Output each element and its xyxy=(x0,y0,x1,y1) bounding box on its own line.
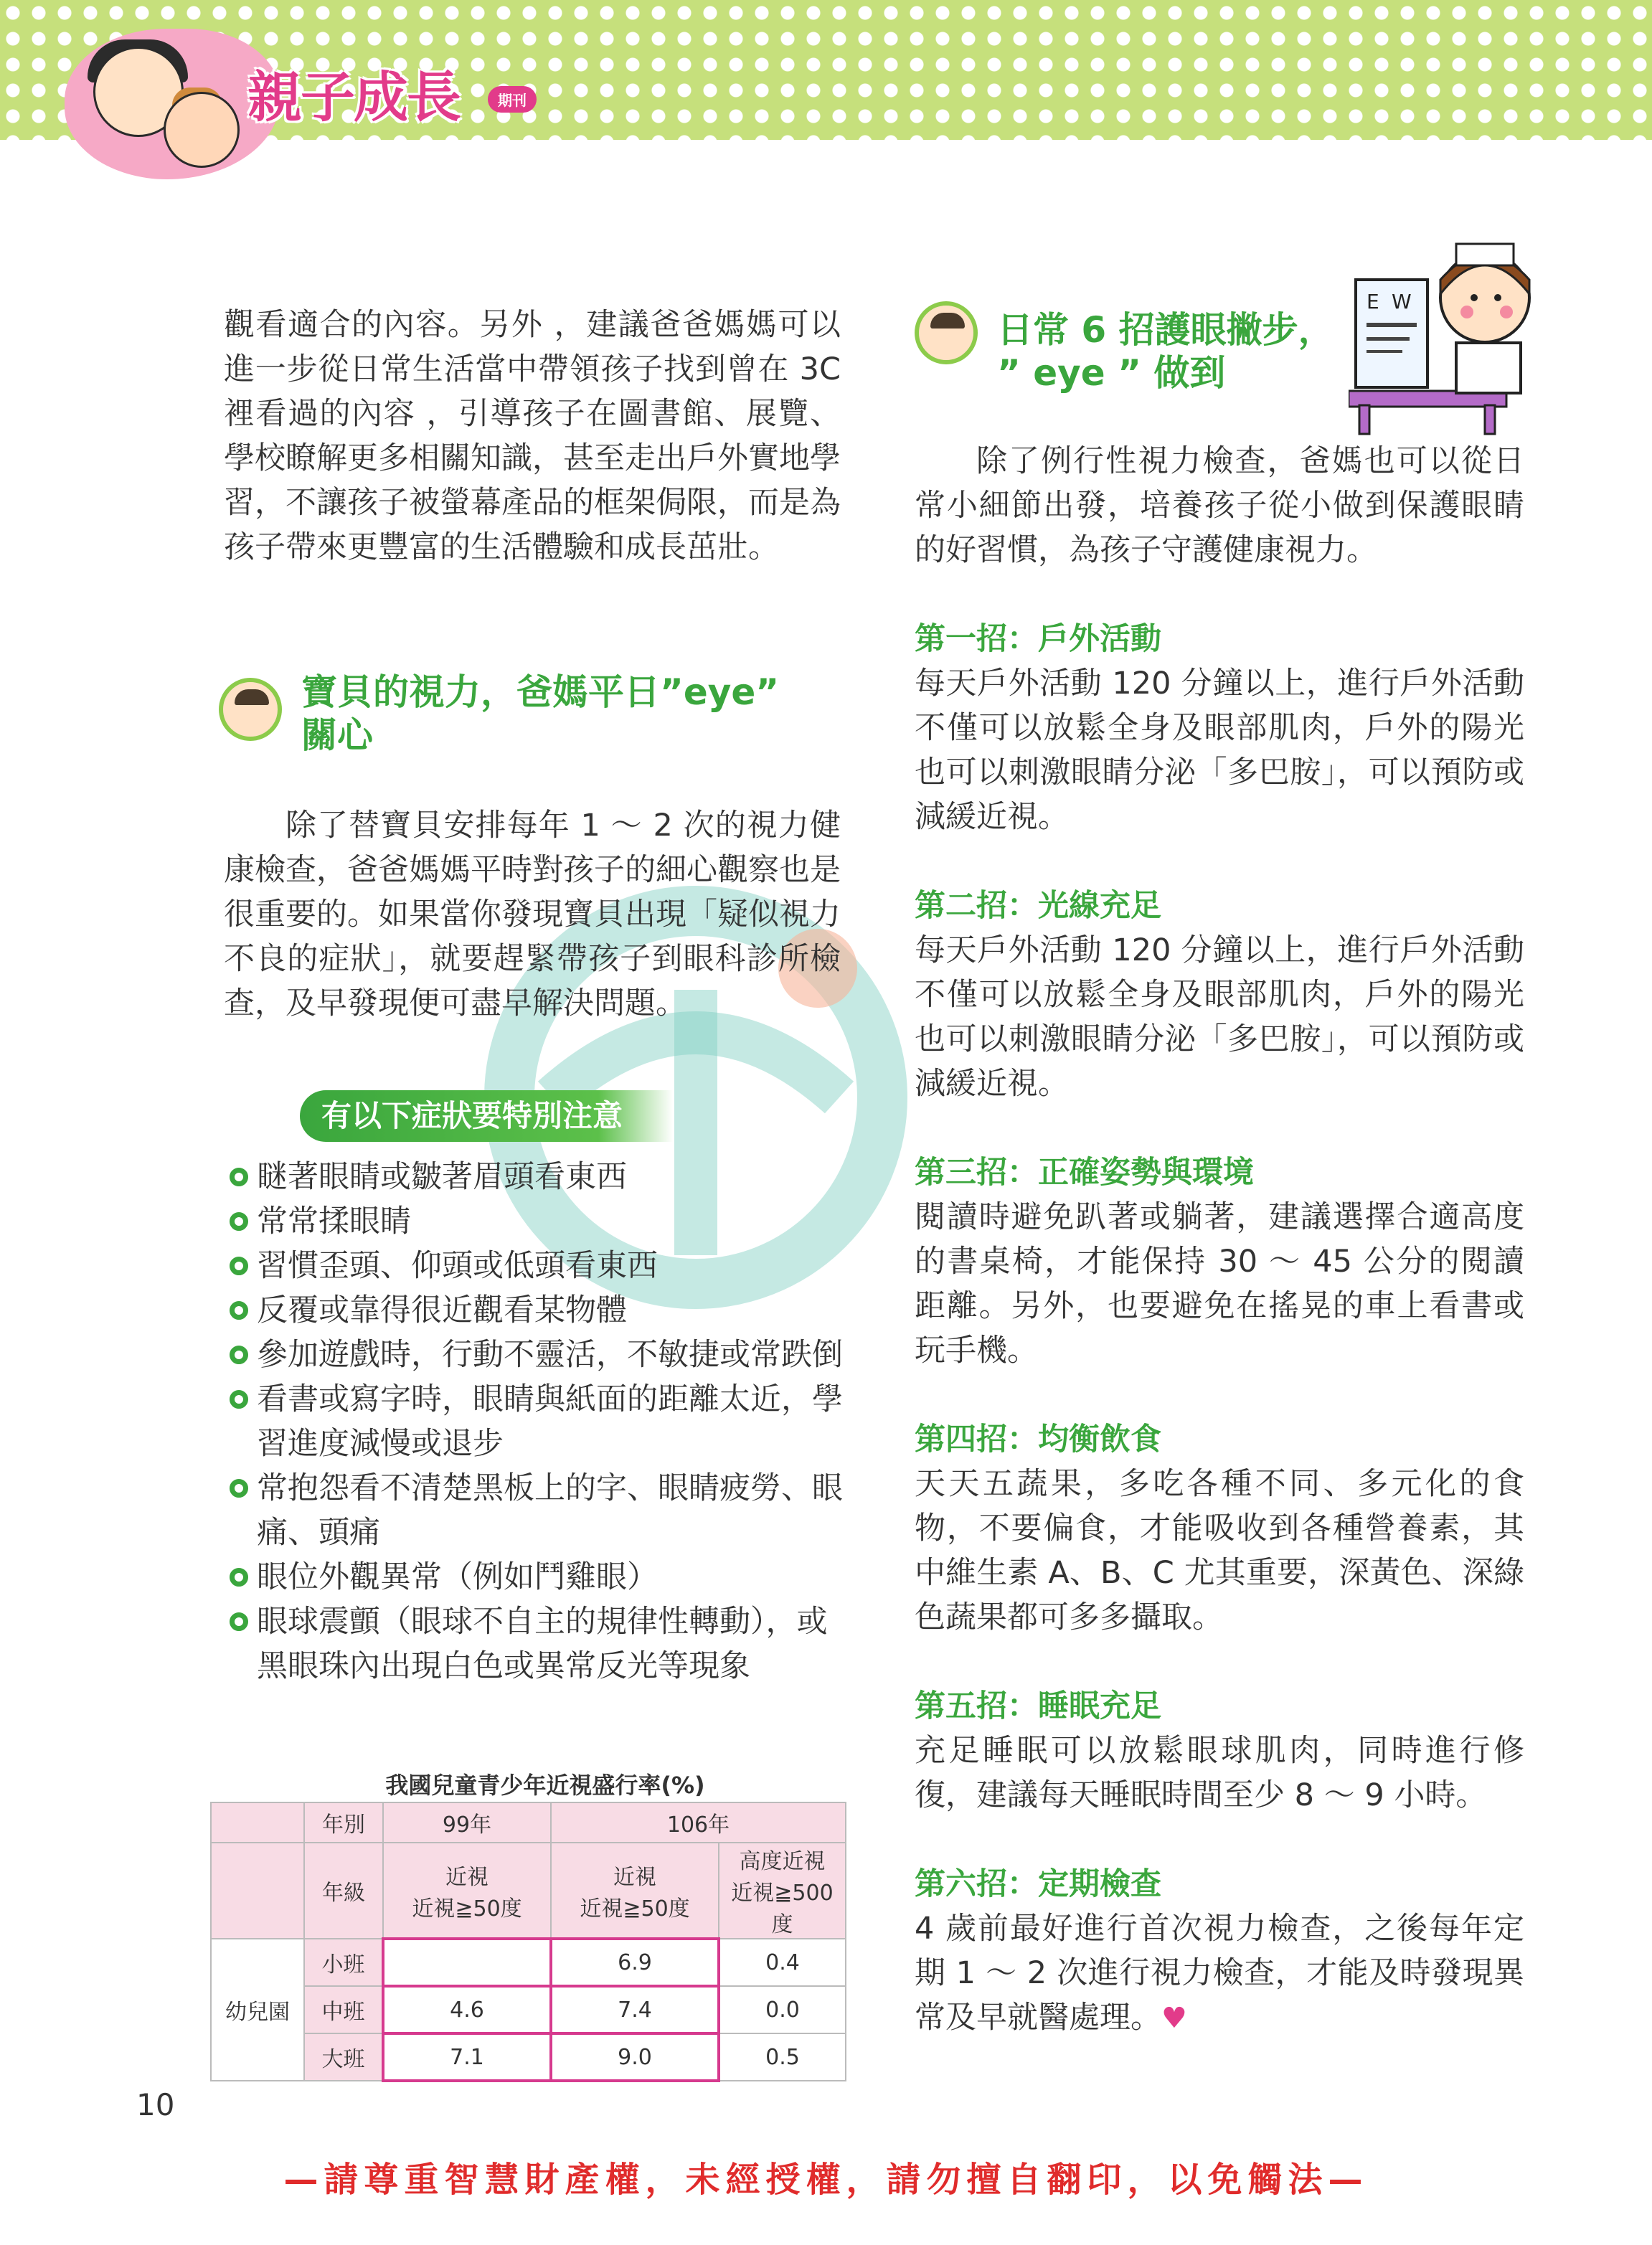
table-cell: 0.4 xyxy=(719,1939,846,1986)
left-section-body xyxy=(224,803,841,1026)
table-cell xyxy=(383,1843,551,1939)
tip-heading: 第一招：戶外活動 xyxy=(915,621,1161,657)
tip-heading: 第三招：正確姿勢與環境 xyxy=(915,1155,1254,1191)
section-title-line-2: 關心 xyxy=(301,714,373,756)
tip-heading: 第六招：定期檢查 xyxy=(915,1866,1161,1902)
table-cell: 中班 xyxy=(304,1986,383,2033)
table-cell xyxy=(211,1802,304,1843)
bullet-icon xyxy=(230,1212,248,1231)
header-label: 近視 xyxy=(613,1864,656,1890)
table-cell: 7.4 xyxy=(551,1986,719,2033)
table-row xyxy=(211,1843,846,1939)
list-item xyxy=(230,1199,846,1244)
tip-block xyxy=(915,1417,1524,1640)
table-cell: 6.9 xyxy=(551,1939,719,1986)
symptom-text: 反覆或靠得很近觀看某物體 xyxy=(257,1292,627,1328)
header-label: 高度近視 xyxy=(739,1849,826,1874)
bullet-icon xyxy=(230,1390,248,1409)
list-item xyxy=(230,1555,846,1599)
tip-body: 閱讀時避免趴著或躺著，建議選擇合適高度的書桌椅，才能保持 30 ～ 45 公分的閱讀距離。另外，也要避免在搖晃的車上看書或玩手機。 xyxy=(915,1199,1524,1369)
table-cell xyxy=(551,1843,719,1939)
table-cell: 99年 xyxy=(383,1802,551,1843)
myopia-table xyxy=(210,1802,846,2082)
table-cell: 0.0 xyxy=(719,1986,846,2033)
magazine-logo-title: 親子成長 xyxy=(247,65,460,129)
header-sublabel: 近視≧50度 xyxy=(412,1896,522,1922)
bullet-icon xyxy=(230,1568,248,1587)
section-title-baby-vision xyxy=(301,671,846,757)
list-item xyxy=(230,1466,846,1555)
tip-body: 每天戶外活動 120 分鐘以上，進行戶外活動不僅可以放鬆全身及眼部肌肉，戶外的陽光也可以刺激眼睛分泌「多巴胺」，可以預防或減緩近視。 xyxy=(915,666,1524,835)
header-label: 近視 xyxy=(445,1864,488,1890)
kid-face-icon xyxy=(915,301,978,364)
tip-heading: 第二招：光線充足 xyxy=(915,888,1161,924)
section-title-line-1: 寶貝的視力，爸媽平日”eye” xyxy=(301,671,780,713)
list-item xyxy=(230,1244,846,1288)
kid-face-icon xyxy=(219,678,282,741)
table-cell xyxy=(383,1939,551,1986)
bullet-icon xyxy=(230,1257,248,1275)
magazine-logo-badge: 期刊 xyxy=(488,86,537,113)
tip-body xyxy=(915,1906,1524,2041)
symptom-text: 瞇著眼睛或皺著眉頭看東西 xyxy=(257,1159,627,1195)
logo-child-face-icon xyxy=(164,92,240,168)
six-tips-paragraph: 除了例行性視力檢查，爸媽也可以從日常小細節出發，培養孩子從小做到保護眼睛的好習慣，為孩子守護健康視力。 xyxy=(915,443,1524,568)
table-row xyxy=(211,1802,846,1843)
left-intro xyxy=(224,303,841,569)
list-item xyxy=(230,1599,846,1688)
table-cell xyxy=(211,1843,304,1939)
header-sublabel: 近視≧500度 xyxy=(731,1881,834,1937)
table-cell: 0.5 xyxy=(719,2033,846,2081)
list-item xyxy=(230,1377,846,1466)
symptom-list xyxy=(230,1155,846,1688)
symptom-text: 看書或寫字時，眼睛與紙面的距離太近，學習進度減慢或退步 xyxy=(257,1381,843,1462)
table-cell: 小班 xyxy=(304,1939,383,1986)
right-intro xyxy=(915,439,1524,2041)
tip-body-text: 4 歲前最好進行首次視力檢查，之後每年定期 1 ～ 2 次進行視力檢查，才能及時發現異常及早就醫處理。 xyxy=(915,1911,1524,2036)
symptom-text: 習慣歪頭、仰頭或低頭看東西 xyxy=(257,1248,658,1284)
tip-heading: 第五招：睡眠充足 xyxy=(915,1688,1161,1724)
symptoms-badge: 有以下症狀要特別注意 xyxy=(300,1090,673,1142)
table-cell: 年級 xyxy=(304,1843,383,1939)
bullet-icon xyxy=(230,1346,248,1364)
table-cell: 幼兒園 xyxy=(211,1939,304,2081)
bullet-icon xyxy=(230,1301,248,1320)
tip-block xyxy=(915,1862,1524,2041)
table-cell: 106年 xyxy=(551,1802,846,1843)
table-row xyxy=(211,2033,846,2081)
svg-text:W: W xyxy=(1392,290,1412,313)
tip-block xyxy=(915,884,1524,1106)
bullet-icon xyxy=(230,1479,248,1498)
section-title-line-1: 日常 6 招護眼撇步， xyxy=(997,309,1334,351)
intro-paragraph: 觀看適合的內容。另外 ，建議爸爸媽媽可以進一步從日常生活當中帶領孩子找到曾在 3C 裡看過的內容 ，引導孩子在圖書館、展覽、學校瞭解更多相關知識，甚至走出戶外實地學習，不讓孩子被螢幕產品的框架侷限，而是為孩子帶來更豐富的生活體驗和成長茁壯。 xyxy=(224,307,841,565)
table-row xyxy=(211,1986,846,2033)
tip-block xyxy=(915,1150,1524,1373)
list-item xyxy=(230,1155,846,1199)
baby-vision-paragraph: 除了替寶貝安排每年 1 ～ 2 次的視力健康檢查，爸爸媽媽平時對孩子的細心觀察也是很重要的。如果當你發現寶貝出現「疑似視力不良的症狀」，就要趕緊帶孩子到眼科診所檢查，及早發現便可盡早解決問題。 xyxy=(224,808,841,1021)
bullet-icon xyxy=(230,1168,248,1186)
tip-block xyxy=(915,617,1524,839)
symptom-text: 常抱怨看不清楚黑板上的字、眼睛疲勞、眼痛、頭痛 xyxy=(257,1470,843,1551)
table-cell: 大班 xyxy=(304,2033,383,2081)
tip-body: 充足睡眠可以放鬆眼球肌肉，同時進行修復，建議每天睡眠時間至少 8 ～ 9 小時。 xyxy=(915,1733,1524,1813)
nurse-eye-chart-illustration xyxy=(1349,230,1535,438)
list-item xyxy=(230,1288,846,1333)
table-cell xyxy=(719,1843,846,1939)
page-number: 10 xyxy=(136,2087,175,2122)
table-cell: 7.1 xyxy=(383,2033,551,2081)
tip-block xyxy=(915,1684,1524,1818)
heart-icon: ♥ xyxy=(1161,2002,1187,2035)
table-cell: 9.0 xyxy=(551,2033,719,2081)
symptom-text: 參加遊戲時，行動不靈活，不敏捷或常跌倒 xyxy=(257,1337,843,1373)
table-cell: 4.6 xyxy=(383,1986,551,2033)
list-item xyxy=(230,1333,846,1377)
symptom-text: 常常揉眼睛 xyxy=(257,1204,411,1239)
copyright-notice: —請尊重智慧財產權，未經授權，請勿擅自翻印，以免觸法— xyxy=(283,2160,1369,2200)
tip-body: 天天五蔬果，多吃各種不同、多元化的食物，不要偏食，才能吸收到各種營養素，其中維生素 A、B、C 尤其重要，深黃色、深綠色蔬果都可多多攝取。 xyxy=(915,1466,1524,1635)
bullet-icon xyxy=(230,1612,248,1631)
symptom-text: 眼球震顫（眼球不自主的規律性轉動），或黑眼珠內出現白色或異常反光等現象 xyxy=(257,1604,828,1684)
symptom-text: 眼位外觀異常（例如鬥雞眼） xyxy=(257,1559,658,1595)
section-title-line-2: ” eye ” 做到 xyxy=(997,352,1226,394)
header-sublabel: 近視≧50度 xyxy=(580,1896,690,1922)
svg-text:E: E xyxy=(1367,290,1379,313)
tip-heading: 第四招：均衡飲食 xyxy=(915,1422,1161,1457)
table-row xyxy=(211,1939,846,1986)
table-title: 我國兒童青少年近視盛行率(%) xyxy=(385,1772,705,1799)
section-title-six-tips xyxy=(997,308,1370,394)
table-cell: 年別 xyxy=(304,1802,383,1843)
tip-body: 每天戶外活動 120 分鐘以上，進行戶外活動不僅可以放鬆全身及眼部肌肉，戶外的陽光也可以刺激眼睛分泌「多巴胺」，可以預防或減緩近視。 xyxy=(915,932,1524,1102)
